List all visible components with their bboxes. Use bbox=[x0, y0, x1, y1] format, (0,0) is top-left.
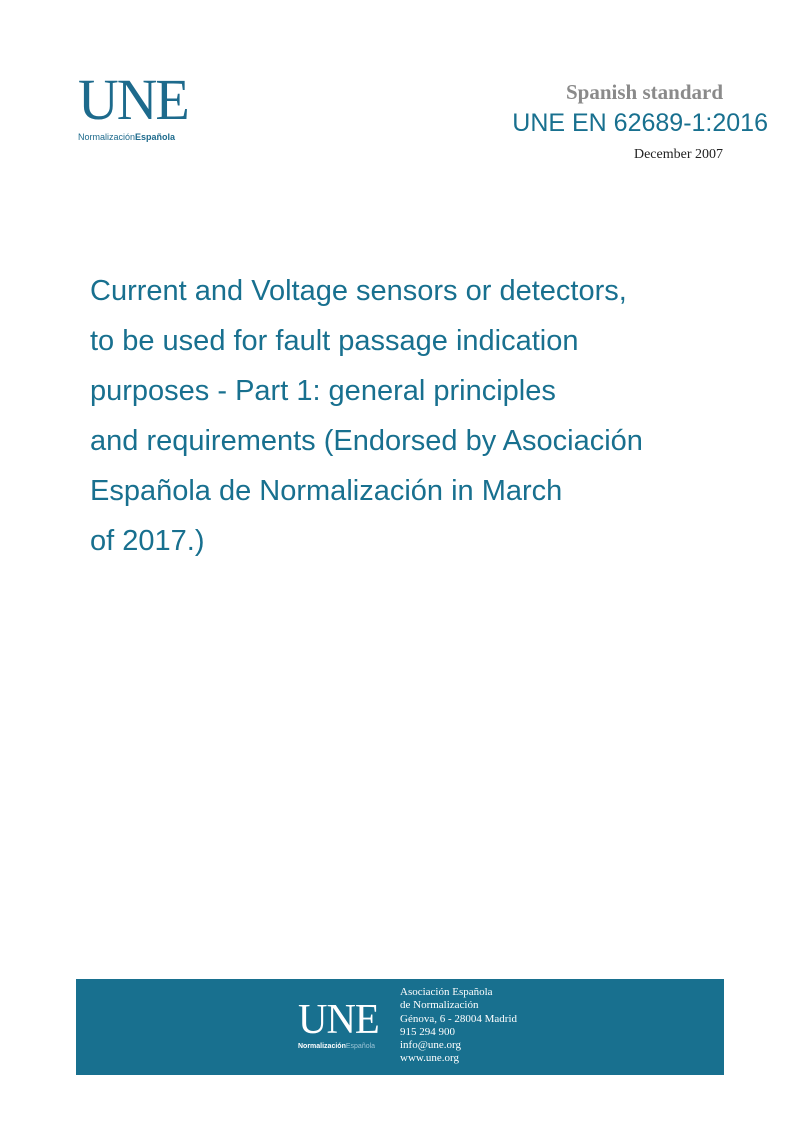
phone-number: 915 294 900 bbox=[400, 1025, 455, 1038]
standard-code: UNE EN 62689-1:2016 bbox=[512, 109, 768, 137]
address-line: Asociación Española bbox=[400, 986, 493, 998]
logo-wordmark: UNE bbox=[298, 997, 379, 1043]
address-line: de Normalización bbox=[400, 999, 479, 1012]
website-url: www.une.org bbox=[400, 1052, 459, 1065]
standard-kind-label: Spanish standard bbox=[566, 80, 723, 104]
title-line: purposes - Part 1: general principles bbox=[90, 375, 556, 407]
title-line: to be used for fault passage indication bbox=[90, 325, 579, 357]
email-address: info@une.org bbox=[400, 1039, 461, 1052]
logo-wordmark: UNE bbox=[78, 67, 188, 132]
footer-banner bbox=[76, 979, 724, 1075]
title-line: and requirements (Endorsed by Asociación bbox=[90, 425, 643, 457]
address-line: Génova, 6 - 28004 Madrid bbox=[400, 1012, 518, 1025]
publication-date: December 2007 bbox=[633, 147, 723, 162]
title-line: of 2017.) bbox=[90, 525, 205, 557]
logo-tagline: NormalizaciónEspañola bbox=[298, 1043, 376, 1050]
logo-tagline: NormalizaciónEspañola bbox=[78, 132, 176, 142]
contact-address bbox=[400, 986, 517, 1066]
title-line: Current and Voltage sensors or detectors, bbox=[90, 275, 627, 307]
document-title bbox=[90, 266, 750, 566]
document-header bbox=[512, 78, 768, 164]
une-logo-footer bbox=[298, 997, 388, 1052]
title-line: Española de Normalización in March bbox=[90, 475, 563, 507]
une-logo bbox=[78, 67, 194, 142]
